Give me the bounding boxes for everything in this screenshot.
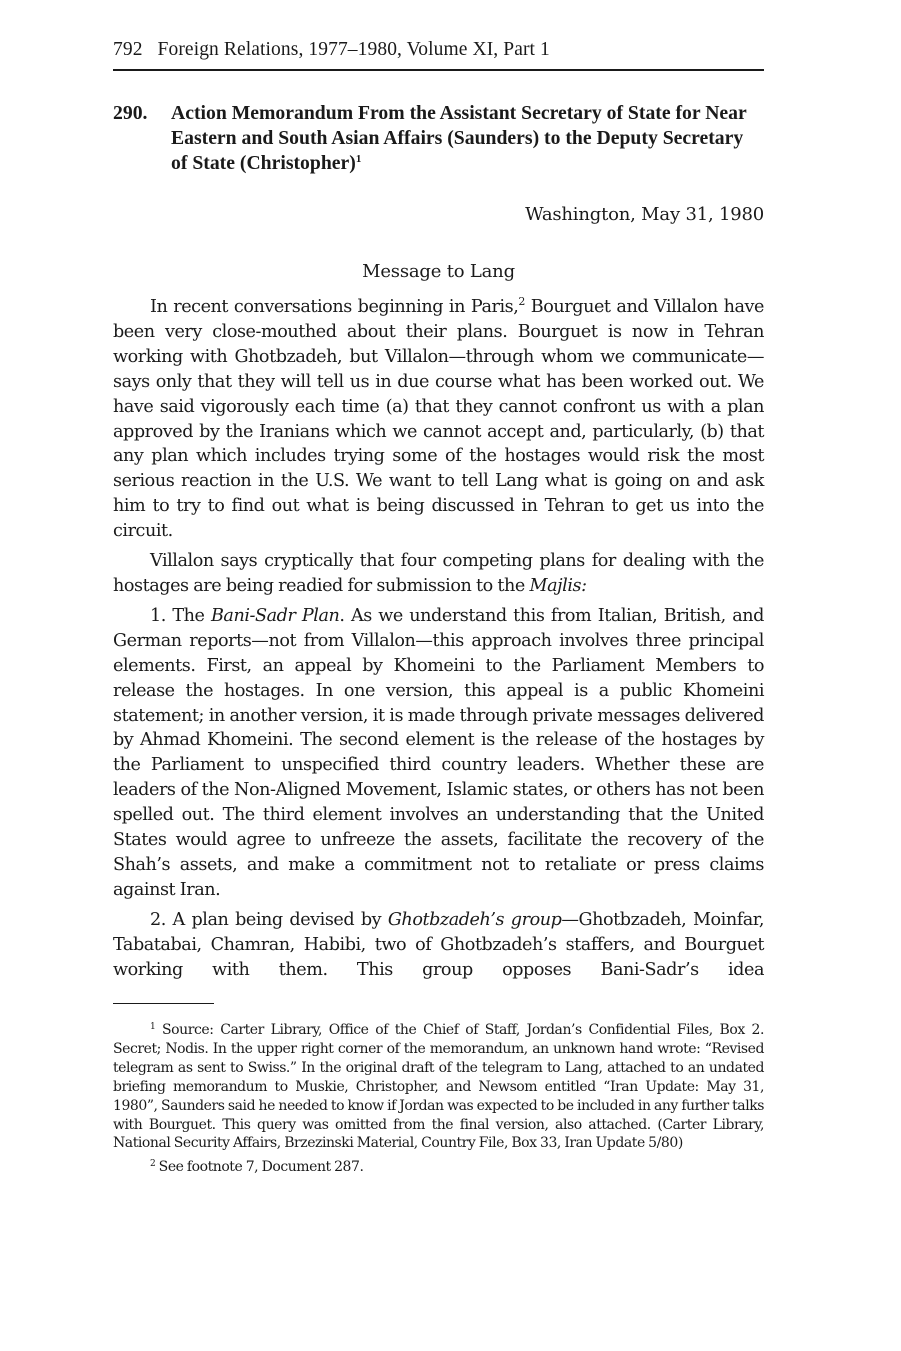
page <box>113 38 764 982</box>
dateline: Washington, May 31, 1980 <box>525 204 764 225</box>
footnote-ref-2[interactable]: 2 <box>518 295 525 308</box>
page-number: 792 <box>113 39 143 60</box>
paragraph-4 <box>113 908 764 983</box>
paragraph-4-text-a: 2. A plan being devised by <box>150 909 388 930</box>
memo-body <box>113 295 764 982</box>
ghotbzadeh-group-term: Ghotbzadeh’s group <box>387 909 562 930</box>
footnote-1-text: Source: Carter Library, Office of the Chief of Staff, Jordan’s Confidential Files, Box 2. Secret; Nodis. In the upper right corner of the memorandum, an unknown hand wrote: “Revised telegram as sent to Swiss.” In the original draft of the telegram to Lang, attached to an undated briefing memorandum to Muskie, Christopher, and Newsom entitled “Iran Update: May 31, 1980”, Saunders said he needed to know if Jordan was expected to be included in any further talks with Bourguet. This query was omitted from the final version, also attached. (Carter Library, National Security Affairs, Brzezinski Material, Country File, Box 33, Iran Update 5/80) <box>113 1022 764 1152</box>
footnote-2 <box>113 1158 764 1177</box>
subject-line: Message to Lang <box>362 261 515 282</box>
footnote-1 <box>113 1021 764 1153</box>
footnotes <box>113 1021 764 1182</box>
series-title: Foreign Relations, 1977–1980, Volume XI, Part 1 <box>157 39 550 60</box>
paragraph-1-text-a: In recent conversations beginning in Paris, <box>150 297 519 317</box>
majlis-term: Majlis: <box>529 575 587 596</box>
running-head <box>113 38 764 66</box>
footnote-1-marker: 1 <box>150 1022 156 1032</box>
footnote-ref-1[interactable]: 1 <box>355 153 362 165</box>
paragraph-3-text-b: . As we understand this from Italian, British, and German reports—not from Villalon—this approach involves three principal elements. First, an appeal by Khomeini to the Parliament Members to release the hostages. In one version, this appeal is a public Khomeini statement; in another version, it is made through private messages delivered by Ahmad Khomeini. The second element is the release of the hostages by the Parliament to unspecified third country leaders. Whether these are leaders of the Non-Aligned Movement, Islamic states, or others has not been spelled out. The third element involves an understanding that the United States would agree to unfreeze the assets, facilitate the recovery of the Shah’s assets, and make a commitment not to retaliate or press claims against Iran. <box>113 605 764 900</box>
document-number: 290. <box>113 102 148 124</box>
paragraph-4-text-b: —Ghotbzadeh, Moinfar, Tabatabai, Chamran, Habibi, two of Ghotbzadeh’s staffers, and Bourguet working with them. This group opposes Bani-Sadr’s idea <box>113 909 764 980</box>
footnote-2-marker: 2 <box>150 1159 156 1170</box>
paragraph-3-text-a: 1. The <box>150 605 211 626</box>
document-title: Action Memorandum From the Assistant Secretary of State for Near Eastern and South Asian Affairs (Saunders) to the Deputy Secretary of State (Christopher) <box>171 102 747 174</box>
document-title-block <box>171 101 764 176</box>
paragraph-3 <box>113 604 764 903</box>
paragraph-1 <box>113 295 764 544</box>
document-heading <box>113 101 764 176</box>
paragraph-1-text-b: Bourguet and Villalon have been very close-mouthed about their plans. Bourguet is now in Tehran working with Ghotbzadeh, but Villalon—through whom we communicate—says only that they will tell us in due course what has been worked out. We have said vigorously each time (a) that they cannot confront us with a plan approved by the Iranians which we cannot accept and, particularly, (b) that any plan which includes trying some of the hostages would risk the most serious reaction in the U.S. We want to tell Lang what is going on and ask him to try to find out what is being discussed in Tehran to get us into the circuit. <box>113 297 764 542</box>
header-rule <box>113 69 764 71</box>
footnote-2-text: See footnote 7, Document 287. <box>155 1159 364 1176</box>
paragraph-2-text: Villalon says cryptically that four competing plans for dealing with the hostages are being readied for submission to the <box>113 551 764 596</box>
footnote-rule <box>113 1003 214 1004</box>
paragraph-2 <box>113 549 764 599</box>
bani-sadr-plan-term: Bani-Sadr Plan <box>210 605 340 626</box>
